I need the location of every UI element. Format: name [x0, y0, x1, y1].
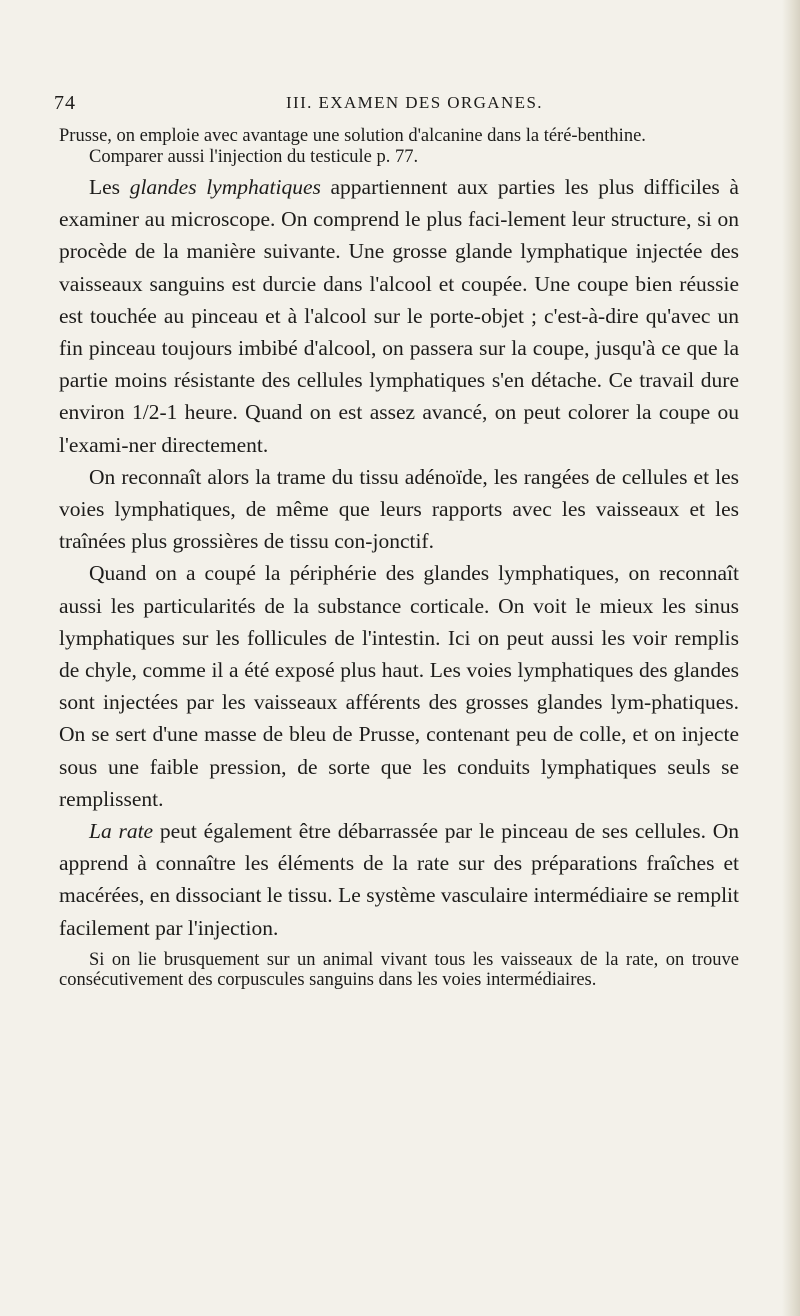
paragraph-glandes-lead: Les — [89, 175, 130, 199]
paragraph-rate — [59, 815, 739, 944]
note-bottom: Si on lie brusquement sur un animal vivant tous les vaisseaux de la rate, on trouve consécutivement des corpuscules sanguins dans les voies intermédiaires. — [59, 949, 739, 990]
paragraph-rate-text: peut également être débarrassée par le pinceau de ses cellules. On apprend à connaître les éléments de la rate sur des préparations fraîches et macérées, en dissociant le tissu. Le système vasculaire intermédiaire se remplit facilement par l'injection. — [59, 819, 739, 940]
term-glandes-lymphatiques: glandes lymphatiques — [129, 175, 321, 199]
term-la-rate: La rate — [89, 819, 154, 844]
note-top-line2: Comparer aussi l'injection du testicule p. 77. — [89, 147, 419, 167]
page-header — [54, 92, 760, 114]
running-head: III. EXAMEN DES ORGANES. — [286, 93, 543, 112]
paragraph-glandes-text: appartiennent aux parties les plus difficiles à examiner au microscope. On comprend le plus faci-lement leur structure, si on procède de la manière suivante. Une grosse glande lymphatique injectée des vaisseaux sanguins est durcie dans l'alcool et coupée. Une coupe bien réussie est touchée au pinceau et à l'alcool sur le porte-objet ; c'est-à-dire qu'avec un fin pinceau toujours imbibé d'alcool, on passera sur la coupe, jusqu'à ce que la partie moins résistante des cellules lymphatiques s'en détache. Ce travail dure environ 1/2-1 heure. Quand on est assez avancé, on peut colorer la coupe ou l'exami-ner directement. — [59, 175, 739, 457]
page-number: 74 — [54, 92, 76, 114]
page-edge-shadow — [782, 0, 800, 1316]
paragraph-glandes — [59, 171, 739, 461]
paragraph-peripherie: Quand on a coupé la périphérie des glandes lymphatiques, on reconnaît aussi les particularités de la substance corticale. On voit le mieux les sinus lymphatiques sur les follicules de l'intestin. Ici on peut aussi les voir remplis de chyle, comme il a été exposé plus haut. Les voies lymphatiques des glandes sont injectées par les vaisseaux afférents des grosses glandes lym-phatiques. On se sert d'une masse de bleu de Prusse, contenant peu de colle, et on injecte sous une faible pression, de sorte que les conduits lymphatiques seuls se remplissent. — [59, 561, 739, 811]
note-top-line1: Prusse, on emploie avec avantage une solution d'alcanine dans la téré-benthine. — [59, 126, 646, 146]
page-content — [59, 126, 739, 990]
paragraph-trame: On reconnaît alors la trame du tissu adénoïde, les rangées de cellules et les voies lymphatiques, de même que leurs rapports avec les vaisseaux et les traînées plus grossières de tissu con-jonctif. — [59, 464, 739, 554]
